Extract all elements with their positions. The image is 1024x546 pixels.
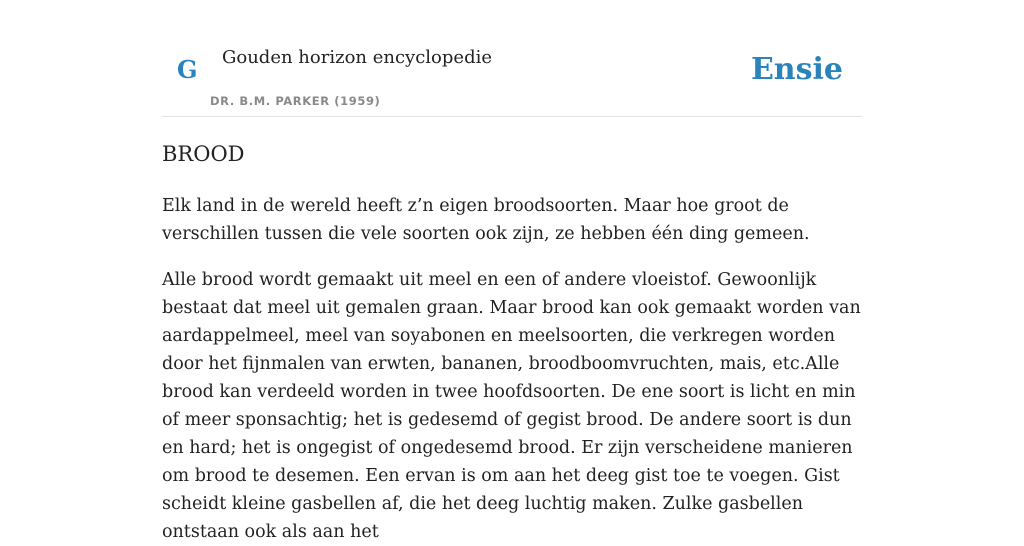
paragraph-intro: Elk land in de wereld heeft z’n eigen broodsoorten. Maar hoe groot de verschillen tussen die vele soorten ook zijn, ze hebben één ding gemeen. bbox=[162, 196, 810, 244]
author-label: DR. B.M. PARKER (1959) bbox=[210, 94, 381, 108]
paragraph-main: Alle brood wordt gemaakt uit meel en een of andere vloeistof. Gewoonlijk bestaat dat meel uit gemalen graan. Maar brood kan ook gemaakt worden van aardappelmeel, meel van soyabonen en meelsoorten, die verkregen worden door het fijnmalen van erwten, bananen, broodboomvruchten, mais, etc.Alle brood kan verdeeld worden in twee hoofdsoorten. De ene soort is licht en min of meer sponsachtig; het is gedesemd of gegist brood. De andere soort is dun en hard; het is ongegist of ongedesemd brood. Er zijn verscheidene manieren om brood te desemen. Een ervan is om aan het deeg gist toe te voegen. Gist scheidt kleine gasbellen af, die het deeg luchtig maken. Zulke gasbellen ontstaan ook als aan het bbox=[162, 270, 861, 542]
book-title-link[interactable]: Gouden horizon encyclopedie bbox=[222, 47, 492, 68]
article-body bbox=[162, 138, 862, 546]
ensie-logo-link[interactable]: Ensie bbox=[750, 52, 843, 87]
page-header bbox=[162, 0, 862, 117]
book-logo-icon[interactable]: G bbox=[177, 55, 198, 84]
entry-title: BROOD bbox=[162, 142, 245, 166]
